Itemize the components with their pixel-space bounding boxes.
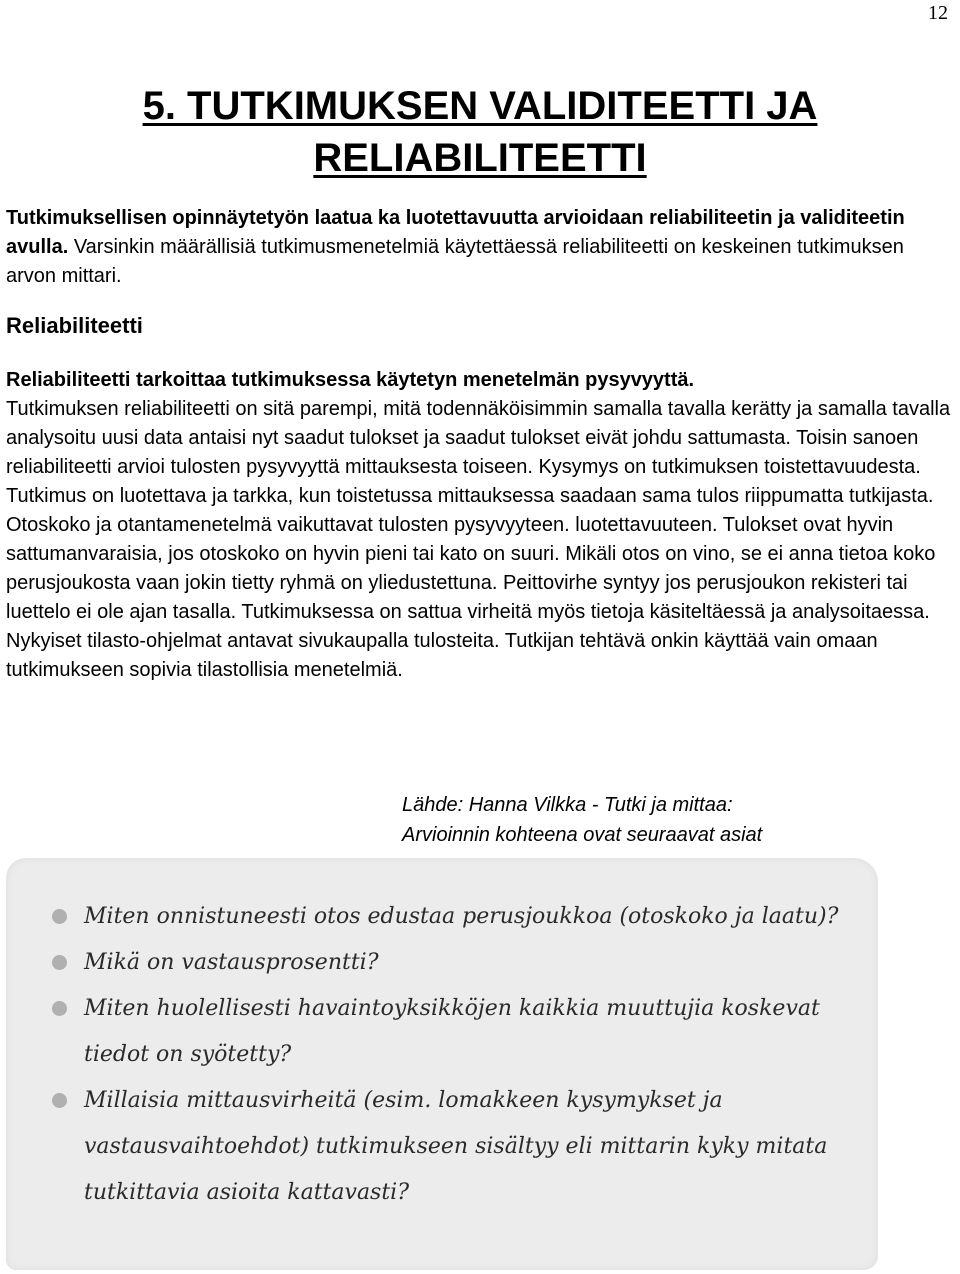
excerpt-list bbox=[6, 858, 878, 1216]
lead-sentence: Reliabiliteetti tarkoittaa tutkimuksessa käytetyn menetelmän pysyvyyttä. bbox=[6, 369, 695, 391]
intro-bold-text: Tutkimuksellisen opinnäytetyön laatua ka luotettavuutta arvioidaan reliabiliteetin ja validiteetin avulla. bbox=[6, 207, 905, 258]
body-paragraph-2: Otoskoko ja otantamenetelmä vaikuttavat tulosten pysyvyyteen. luotettavuuteen. Tulokset ovat hyvin sattumanvaraisia, jos otoskoko on hyvin pieni tai kato on suuri. Mikäli otos on vino, se ei anna tietoa koko perusjoukosta vaan jokin tietty ryhmä on yliedustettuna. Peittovirhe syntyy jos perusjoukon rekisteri tai luettelo ei ole ajan tasalla. Tutkimuksessa on sattua virheitä myös tietoja käsiteltäessä ja analysoitaessa. Nykyiset tilasto-ohjelmat antavat sivukaupalla tulosteita. Tutkijan tehtävä onkin käyttää vain omaan tutkimukseen sopivia tilastollisia menetelmiä. bbox=[6, 514, 936, 681]
intro-normal-text: Varsinkin määrällisiä tutkimusmenetelmiä käytettäessä reliabiliteetti on keskeinen tutkimuksen arvon mittari. bbox=[6, 236, 904, 287]
chapter-title-line-1: 5. TUTKIMUKSEN VALIDITEETTI JA bbox=[142, 84, 818, 128]
section-heading: Reliabiliteetti bbox=[6, 313, 143, 338]
source-line-2: Arvioinnin kohteena ovat seuraavat asiat bbox=[402, 824, 763, 846]
excerpt-item bbox=[6, 986, 878, 1078]
bullet-icon bbox=[52, 1093, 67, 1108]
intro-paragraph bbox=[6, 204, 954, 291]
excerpt-item-text: Mikä on vastausprosentti? bbox=[84, 950, 379, 975]
excerpt-item-text: Millaisia mittausvirheitä (esim. lomakkeen kysymykset ja vastausvaihtoehdot) tutkimukseen sisältyy eli mittarin kyky mitata tutkittavia asioita kattavasti? bbox=[84, 1088, 828, 1205]
excerpt-item-text: Miten huolellisesti havaintoyksikköjen kaikkia muuttujia koskevat tiedot on syötetty? bbox=[84, 996, 820, 1067]
excerpt-item bbox=[6, 940, 878, 986]
body-text bbox=[6, 366, 954, 685]
excerpt-item-text: Miten onnistuneesti otos edustaa perusjoukkoa (otoskoko ja laatu)? bbox=[84, 904, 839, 929]
chapter-title bbox=[0, 80, 960, 184]
bullet-icon bbox=[52, 1001, 67, 1016]
page-number: 12 bbox=[928, 2, 948, 24]
excerpt-item bbox=[6, 1078, 878, 1216]
source-citation bbox=[402, 790, 762, 850]
chapter-title-line-2: RELIABILITEETTI bbox=[313, 136, 647, 180]
bullet-icon bbox=[52, 909, 67, 924]
source-line-1: Lähde: Hanna Vilkka - Tutki ja mittaa: bbox=[402, 794, 733, 816]
bullet-icon bbox=[52, 955, 67, 970]
excerpt-item bbox=[6, 894, 878, 940]
body-paragraph-1: Tutkimuksen reliabiliteetti on sitä parempi, mitä todennäköisimmin samalla tavalla kerätty ja samalla tavalla analysoitu uusi data antaisi nyt saadut tulokset ja saadut tulokset eivät johdu sattumasta. Toisin sanoen reliabiliteetti arvioi tulosten pysyvyyttä mittauksesta toiseen. Kysymys on tutkimuksen toistettavuudesta. Tutkimus on luotettava ja tarkka, kun toistetussa mittauksessa saadaan sama tulos riippumatta tutkijasta. bbox=[6, 398, 951, 507]
book-excerpt-image bbox=[6, 858, 878, 1270]
